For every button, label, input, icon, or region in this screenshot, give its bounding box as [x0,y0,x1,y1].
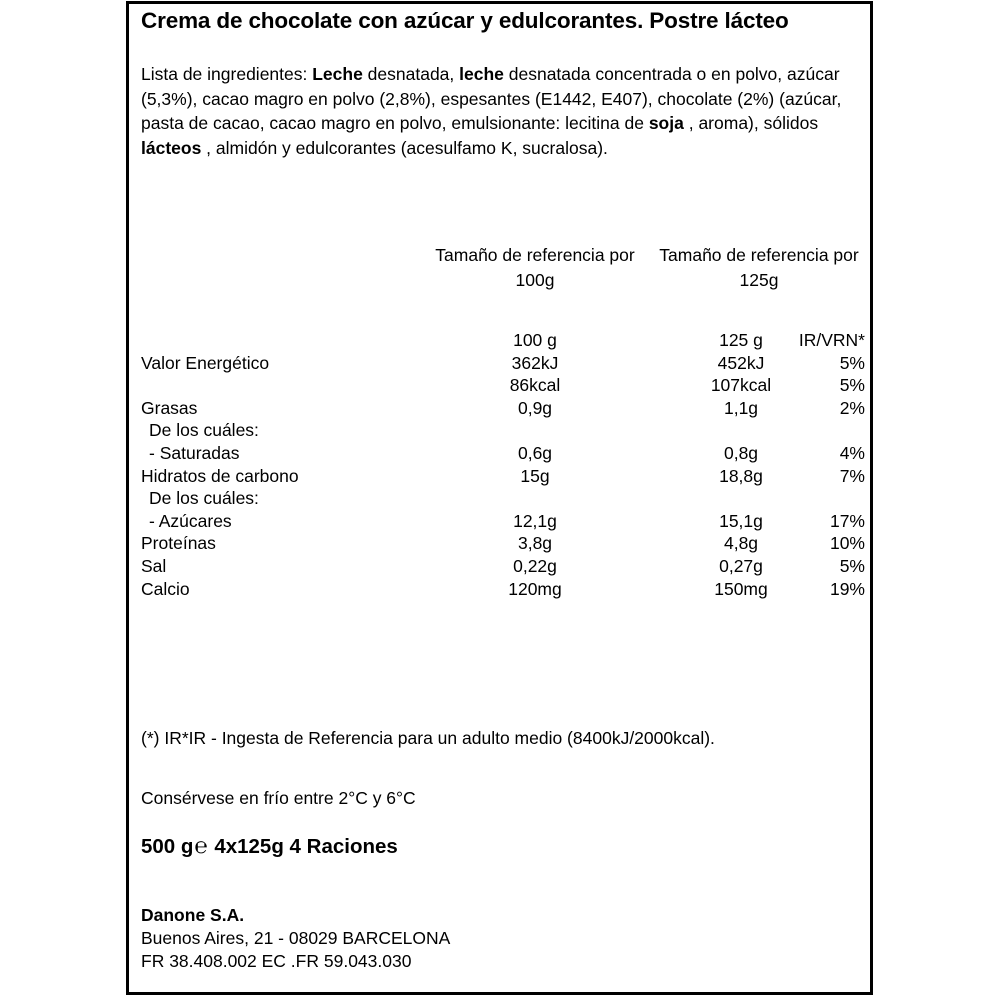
storage-instructions: Consérvese en frío entre 2°C y 6°C [141,788,416,808]
nutrient-value-125g: 1,1g [723,397,759,418]
nutrient-value-125g: 0,27g [719,555,763,576]
ingredient-segment-1: Leche [312,64,363,84]
nutrient-value-125g: 107kcal [710,375,772,396]
nutrition-row [129,442,870,465]
nutrition-row [129,465,870,488]
nutrition-row [129,374,870,397]
manufacturer-name: Danone S.A. [141,905,245,925]
nutrient-value-100g: 100 g [513,330,557,350]
net-weight-line [141,833,398,860]
nutrient-value-125g: 125 g [719,330,763,350]
estimated-sign-icon: ℮ [194,833,208,858]
nutrient-value-ir: 5% [839,352,865,373]
nutrition-row [129,510,870,533]
ingredient-segment-2: desnatada, [362,64,460,84]
nutrient-value-100g: 120mg [508,578,562,599]
nutrient-value-ir: IR/VRN* [798,330,865,350]
nutrient-label: Sal [141,555,167,576]
nutrition-table [129,329,870,600]
manufacturer-block [141,904,450,973]
nutrition-row [129,419,870,442]
nutrient-value-ir: 4% [839,442,865,463]
nutrition-row [129,578,870,601]
nutrient-value-125g: 0,8g [723,442,759,463]
nutrient-value-125g: 15,1g [719,510,763,531]
nutrient-label: Proteínas [141,533,216,554]
nutrition-row [129,532,870,555]
nutrient-label: Calcio [141,578,190,599]
nutrient-value-125g: 150mg [714,578,768,599]
manufacturer-codes: FR 38.408.002 EC .FR 59.043.030 [141,951,412,971]
nutrient-label: - Saturadas [149,442,240,463]
ingredient-segment-5: soja [648,113,684,133]
nutrition-row [129,352,870,375]
nutrient-value-100g: 86kcal [509,375,561,396]
nutrient-label: Grasas [141,397,198,418]
nutrient-label: Hidratos de carbono [141,465,299,486]
ingredient-segment-8: , almidón y edulcorantes (acesulfamo K, sucralosa). [201,137,608,158]
nutrient-value-ir: 17% [829,510,865,531]
ingredient-segment-7: lácteos [141,137,202,158]
nutrient-label: De los cuáles: [149,488,259,509]
ingredients-list [141,62,863,160]
nutrient-value-125g: 4,8g [723,533,759,554]
product-title: Crema de chocolate con azúcar y edulcorantes. Postre lácteo [141,8,789,33]
nutrition-reference-header [129,243,870,299]
reference-size-100g-header [425,243,645,293]
nutrient-value-125g: 452kJ [717,352,765,373]
reference-intake-footnote: (*) IR*IR - Ingesta de Referencia para un adulto medio (8400kJ/2000kcal). [141,728,715,748]
reference-size-125g-line2: 125g [739,270,779,290]
nutrient-value-100g: 12,1g [513,510,557,531]
nutrient-value-ir: 19% [829,578,865,599]
nutrient-value-100g: 15g [520,465,550,486]
nutrient-value-100g: 0,6g [517,442,553,463]
label-content [129,4,870,992]
nutrient-value-ir: 2% [839,397,865,418]
nutrition-row [129,555,870,578]
nutrient-value-125g: 18,8g [719,465,763,486]
reference-size-125g-header [645,243,873,293]
ingredient-segment-6: , aroma), sólidos [683,113,819,133]
nutrient-value-ir: 10% [829,533,865,554]
ingredient-segment-4: desnatada concentrada o en polvo, azúcar (5,3%), cacao magro en polvo (2,8%), espesantes (E1442, E407), chocolate (2%) (azúcar, pasta de cacao, cacao magro en polvo, emulsionante: lecitina de [141,64,842,133]
nutrient-label: - Azúcares [149,510,232,531]
nutrient-value-ir: 5% [839,555,865,576]
reference-size-125g-line1: Tamaño de referencia por [659,245,859,265]
nutrient-label: Valor Energético [141,352,270,373]
nutrient-value-ir: 5% [839,375,865,396]
nutrient-label: De los cuáles: [149,420,259,441]
manufacturer-address: Buenos Aires, 21 - 08029 BARCELONA [141,928,451,948]
ingredient-segment-3: leche [459,64,504,84]
reference-size-100g-line1: Tamaño de referencia por [435,245,635,265]
nutrient-value-100g: 3,8g [517,533,553,554]
nutrient-value-100g: 362kJ [511,352,559,373]
nutrient-value-ir: 7% [839,465,865,486]
pack-servings: 4x125g 4 Raciones [214,835,398,858]
nutrient-value-100g: 0,9g [517,397,553,418]
nutrition-row [129,487,870,510]
nutrient-value-100g: 0,22g [513,555,557,576]
ingredient-segment-0: Lista de ingredientes: [141,64,313,84]
nutrition-row [129,329,870,352]
nutrition-label-panel [126,1,873,995]
net-weight-amount: 500 g [141,835,194,858]
nutrition-row [129,397,870,420]
reference-size-100g-line2: 100g [515,270,555,290]
